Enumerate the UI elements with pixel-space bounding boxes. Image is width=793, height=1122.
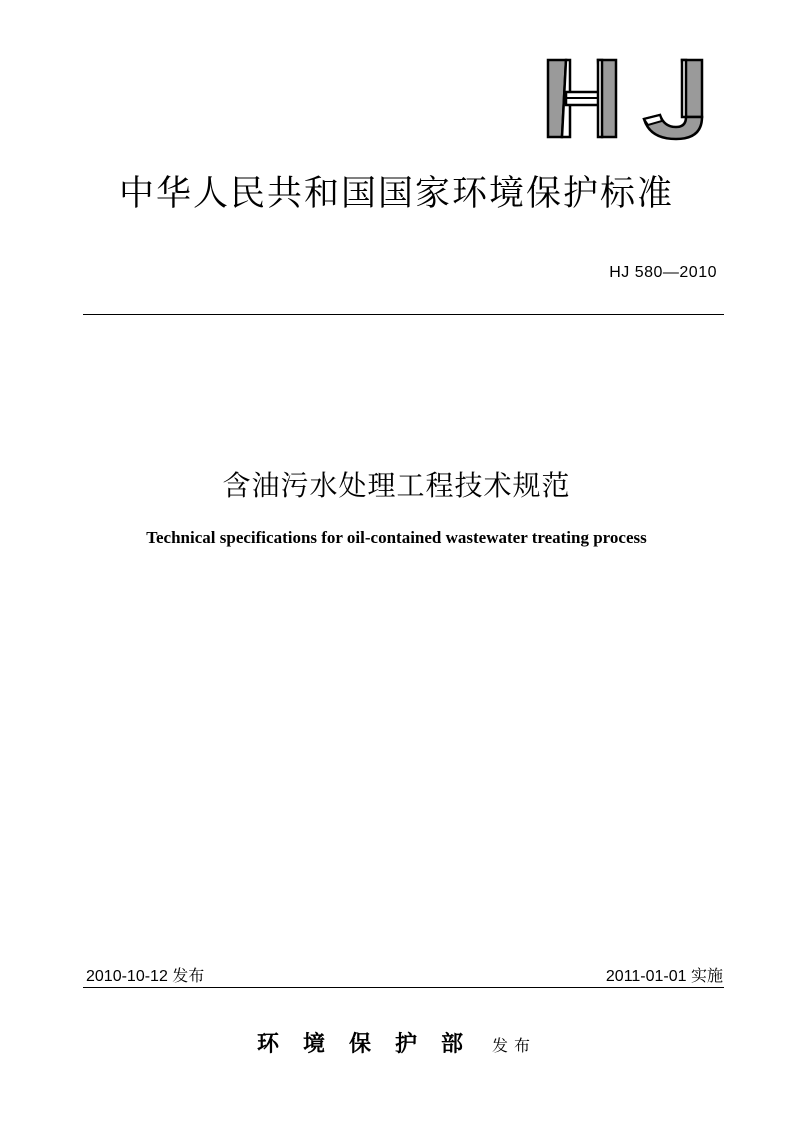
- document-title-english: Technical specifications for oil-contained wastewater treating process: [146, 528, 647, 547]
- publisher-name: 环境保护部: [256, 1031, 487, 1057]
- document-title-chinese: 含油污水处理工程技术规范: [222, 469, 571, 502]
- hj-emblem-icon: [540, 55, 710, 145]
- hj-logo-graphic: [540, 55, 710, 145]
- top-divider: [83, 314, 724, 315]
- publisher-line: [0, 1027, 793, 1058]
- publisher-suffix: 发布: [492, 1036, 537, 1055]
- bottom-divider: [83, 987, 724, 988]
- effective-date: 2011-01-01 实施: [605, 968, 723, 985]
- issue-date: 2010-10-12 发布: [86, 968, 205, 985]
- standard-code: HJ 580—2010: [609, 264, 717, 281]
- standard-title: 中华人民共和国国家环境保护标准: [118, 174, 674, 214]
